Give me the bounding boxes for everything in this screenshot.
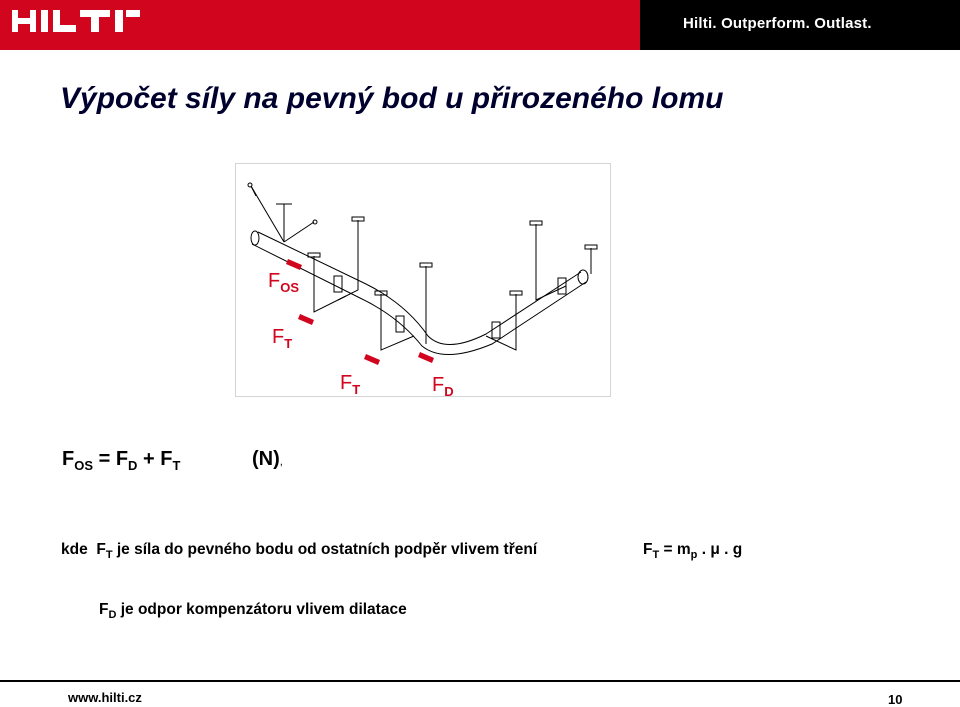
tagline: Hilti. Outperform. Outlast.	[683, 15, 872, 32]
header-brand-area	[0, 0, 640, 50]
equation-unit: (N),	[252, 448, 283, 470]
page-number: 10	[888, 692, 903, 707]
force-equation: $F_{OS} = F_D + F_T$	[62, 448, 181, 473]
page-title: Výpočet síly na pevný bod u přirozeného lomu	[60, 82, 724, 115]
label-f-t-2: $F_T$	[340, 372, 361, 397]
definition-ft-formula: $F_T = m_p$ . μ . g	[643, 541, 743, 561]
definition-ft: kde $F_T$ je síla do pevného bodu od ostatních podpěr vlivem tření	[61, 541, 538, 561]
label-f-os: $F_{OS}$	[268, 270, 300, 295]
header-bar	[0, 0, 960, 50]
footer-url[interactable]: www.hilti.cz	[68, 690, 142, 705]
hilti-logo[interactable]	[12, 10, 140, 32]
label-f-d: $F_D$	[432, 374, 454, 399]
label-f-t-1: $F_T$	[272, 326, 293, 351]
footer-divider	[0, 680, 960, 682]
definition-fd: $F_D$ je odpor kompenzátoru vlivem dilatace	[99, 601, 407, 621]
pipe-support-figure	[235, 163, 611, 397]
